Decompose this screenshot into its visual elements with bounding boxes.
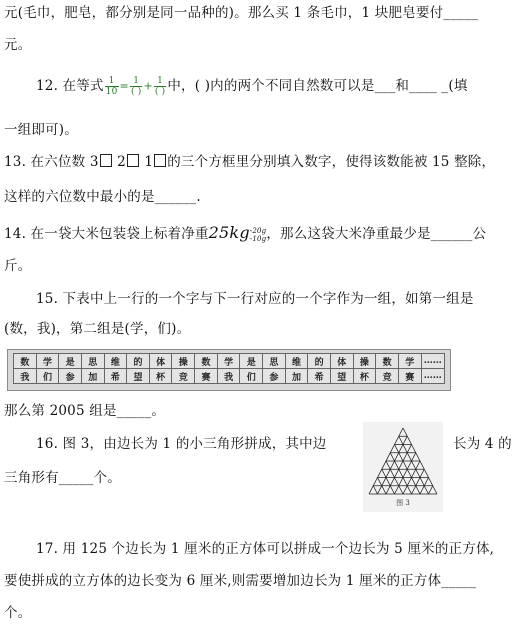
line-q11-tail: 元(毛巾，肥皂，都分别是同一品种的)。那么买 1 条毛巾，1 块肥皂要付_____ (4, 5, 479, 21)
q13-part-a: 13. 在六位数 3 (4, 154, 99, 170)
table-cell: 参 (59, 369, 82, 384)
q12-text: 中，( )内的两个不同自然数可以是___和____ _(填 (167, 78, 468, 94)
table-cell: 数 (14, 354, 37, 369)
q14-line2: 斤。 (4, 258, 32, 274)
table-cell: 是 (59, 354, 82, 369)
table-cell: 们 (36, 369, 59, 384)
table-cell: 加 (285, 369, 308, 384)
weight-tolerance: -20g -10g (249, 226, 267, 243)
q16-line1a: 16. 图 3，由边长为 1 的小三角形拼成，其中边 (36, 436, 327, 452)
q13-line2: 这样的六位数中最小的是______. (4, 189, 201, 205)
table-row-bottom (14, 369, 445, 384)
q12-prefix: 12. 在等式 (36, 78, 104, 94)
table-cell: 杯 (149, 369, 172, 384)
blank-box-2 (127, 154, 139, 167)
net-weight: 25kg (208, 223, 250, 242)
fraction-blank-1: $\frac{1}{( )}$ (130, 76, 142, 97)
table-cell: 望 (330, 369, 353, 384)
table-cell: 思 (81, 354, 104, 369)
question-13 (4, 153, 495, 171)
table-cell: 操 (172, 354, 195, 369)
blank-box-3 (154, 154, 166, 167)
q17-line3: 个。 (4, 605, 32, 621)
plus-sign: + (143, 79, 153, 93)
character-table (7, 349, 451, 391)
figure-caption: 图 3 (396, 499, 410, 507)
table-cell: 赛 (195, 369, 218, 384)
triangle-figure (363, 422, 443, 512)
table-cell: 望 (127, 369, 150, 384)
table-cell: 学 (217, 354, 240, 369)
table-cell: …… (421, 369, 444, 384)
table-cell: 思 (263, 354, 286, 369)
question-12 (36, 76, 468, 97)
q16-line2: 三角形有_____个。 (4, 470, 121, 486)
blank-box-1 (100, 154, 112, 167)
table-cell: 杯 (353, 369, 376, 384)
table-cell: 竞 (376, 369, 399, 384)
table-cell: 维 (285, 354, 308, 369)
table-cell: 维 (104, 354, 127, 369)
q13-part-b: 2 (112, 154, 126, 170)
triangle-grid-icon (363, 422, 443, 502)
table-cell: 的 (127, 354, 150, 369)
table-cell: 体 (330, 354, 353, 369)
table-cell: 我 (217, 369, 240, 384)
table-cell: 我 (14, 369, 37, 384)
table-cell: 学 (398, 354, 421, 369)
table-cell: 数 (195, 354, 218, 369)
equals-sign: = (119, 79, 129, 93)
table-cell: 学 (36, 354, 59, 369)
q13-part-c: 1 (139, 154, 154, 170)
q15-line2: (数，我)，第二组是(学，们)。 (4, 321, 191, 337)
q13-part-d: 的三个方框里分别填入数字，使得该数能被 15 整除， (167, 154, 496, 170)
q14-prefix: 14. 在一袋大米包装袋上标着净重 (4, 226, 209, 242)
fraction-1-10: $\frac{1}{10}$ (105, 76, 118, 97)
table-cell: 加 (81, 369, 104, 384)
table-cell: 参 (263, 369, 286, 384)
line-q11-unit: 元。 (4, 37, 32, 53)
fraction-blank-2: $\frac{1}{( )}$ (154, 76, 166, 97)
question-14 (4, 224, 486, 243)
table-cell: 操 (353, 354, 376, 369)
table-cell: 数 (376, 354, 399, 369)
table-cell: 希 (308, 369, 331, 384)
table-cell: 赛 (398, 369, 421, 384)
table-cell: 的 (308, 354, 331, 369)
table-cell: 希 (104, 369, 127, 384)
q17-line1: 17. 用 125 个边长为 1 厘米的正方体可以拼成一个边长为 5 厘米的正方体, (36, 541, 495, 557)
q16-line1b: 长为 4 的 (453, 436, 512, 452)
table-row-top (14, 354, 445, 369)
q15-line3: 那么第 2005 组是_____。 (4, 403, 166, 419)
q15-line1: 15. 下表中上一行的一个字与下一行对应的一个字作为一组，如第一组是 (36, 291, 474, 307)
q14-text: ，那么这袋大米净重最少是______公 (266, 226, 487, 242)
q12-line2: 一组即可)。 (4, 122, 78, 138)
table-cell: 竞 (172, 369, 195, 384)
table-cell: …… (421, 354, 444, 369)
q17-line2: 要使拼成的立方体的边长变为 6 厘米,则需要增加边长为 1 厘米的正方体_____ (4, 573, 477, 589)
table-cell: 是 (240, 354, 263, 369)
table-cell: 体 (149, 354, 172, 369)
table-cell: 们 (240, 369, 263, 384)
